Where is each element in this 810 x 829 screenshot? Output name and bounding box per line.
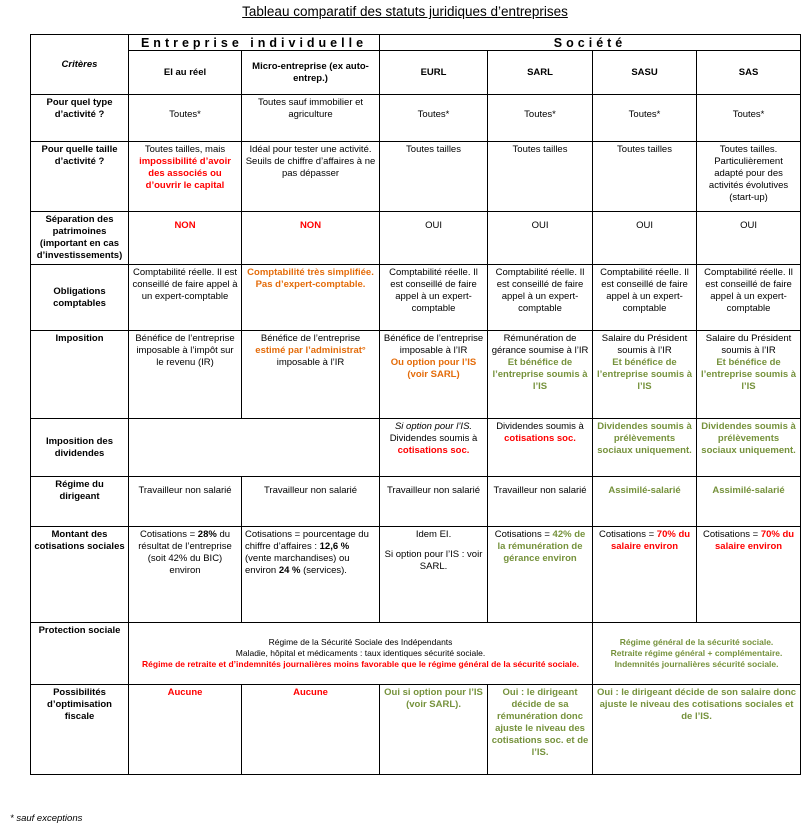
bold-text: 24 %	[278, 565, 301, 576]
cell-text: Cotisations =	[702, 529, 761, 540]
cell-text: Toutes tailles, mais	[144, 144, 226, 155]
cell-sas: Comptabilité réelle. Il est conseillé de faire appel à un expert-comptable	[697, 265, 801, 331]
row-label: Possibilités d’optimisation fiscale	[31, 685, 129, 775]
cell-sas	[697, 212, 801, 265]
cell-sarl: Oui : le dirigeant décide de sa rémunération donc ajuste le niveau des cotisations soc. et de l’IS.	[488, 685, 593, 775]
cell-sasu	[593, 95, 697, 142]
highlight-text: Et bénéfice de l’entreprise soumis à l’IS	[596, 357, 693, 392]
cell-eurl	[380, 212, 488, 265]
cell-text: Assimilé-salarié	[712, 485, 785, 496]
cell-micro	[242, 212, 380, 265]
cell-eurl	[380, 527, 488, 623]
cell-sarl	[488, 527, 593, 623]
cell-text: OUI	[425, 220, 442, 231]
highlight-text: cotisations soc.	[397, 445, 470, 456]
row-separation-patrimoines	[31, 212, 801, 265]
group-header-societe: Société	[380, 35, 801, 51]
cell-text: OUI	[740, 220, 757, 231]
page-title: Tableau comparatif des statuts juridiques d’entreprises	[242, 4, 568, 19]
highlight-text: 42% de la rémunération de gérance environ	[497, 529, 586, 564]
cell-text: (vente marchandises) ou environ	[245, 553, 350, 576]
cell-text: Idem EI.	[415, 529, 452, 540]
cell-text: Régime général de la sécurité sociale.	[619, 637, 774, 647]
cell-eurl	[380, 331, 488, 419]
cell-text: Si option pour l’IS.	[394, 421, 473, 432]
cell-protection-general	[593, 623, 801, 685]
cell-text: Toutes*	[169, 109, 201, 120]
cell-text: Dividendes soumis à	[389, 433, 478, 444]
row-label: Imposition des dividendes	[31, 419, 129, 477]
cell-sas	[697, 331, 801, 419]
highlight-text: impossibilité d’avoir des associés ou d’ouvrir le capital	[139, 156, 231, 191]
cell-text: Salaire du Président soumis à l’IR	[601, 333, 688, 356]
highlight-text: Et bénéfice de l’entreprise soumis à l’IS	[701, 357, 797, 392]
cell-text: Cotisations =	[598, 529, 657, 540]
col-header-sas: SAS	[697, 51, 801, 95]
comparison-table	[30, 34, 801, 775]
cell-sarl: Comptabilité réelle. Il est conseillé de faire appel à un expert-comptable	[488, 265, 593, 331]
row-label: Montant des cotisations sociales	[31, 527, 129, 623]
cell-eurl: Oui si option pour l’IS (voir SARL).	[380, 685, 488, 775]
highlight-text: 70% du salaire environ	[715, 529, 795, 552]
col-header-eurl: EURL	[380, 51, 488, 95]
cell-individuelle-empty	[129, 419, 380, 477]
cell-text: Toutes*	[417, 109, 450, 120]
cell-text: du résultat de l’entreprise (soit 42% du BIC) environ	[138, 529, 232, 576]
row-label: Régime du dirigeant	[31, 477, 129, 527]
row-protection-sociale	[31, 623, 801, 685]
cell-text: Dividendes soumis à	[496, 421, 584, 432]
cell-sarl	[488, 212, 593, 265]
col-header-sarl: SARL	[488, 51, 593, 95]
row-label: Séparation des patrimoines (important en cas d’investissements)	[31, 212, 129, 265]
highlight-text: estimé par l’administrat°	[255, 345, 366, 356]
criteria-header: Critères	[31, 35, 129, 95]
row-imposition	[31, 331, 801, 419]
cell-eurl	[380, 419, 488, 477]
row-regime-dirigeant	[31, 477, 801, 527]
cell-protection-independants	[129, 623, 593, 685]
cell-text: Bénéfice de l’entreprise	[260, 333, 361, 344]
cell-sasu-sas: Oui : le dirigeant décide de son salaire donc ajuste le niveau des cotisations sociales et de l’IS.	[593, 685, 801, 775]
cell-text: Travailleur non salarié	[138, 485, 232, 496]
cell-sasu	[593, 212, 697, 265]
cell-text: NON	[174, 220, 196, 231]
cell-ei	[129, 527, 242, 623]
row-obligations-comptables	[31, 265, 801, 331]
cell-sasu	[593, 527, 697, 623]
highlight-text: Et bénéfice de l’entreprise soumis à l’IS	[492, 357, 588, 392]
cell-sarl	[488, 419, 593, 477]
highlight-text: Régime de retraite et d’indemnités journalières moins favorable que le régime général de la sécurité sociale.	[142, 659, 579, 669]
cell-ei	[129, 95, 242, 142]
header-row-columns	[31, 51, 801, 95]
col-header-micro: Micro-entreprise (ex auto-entrep.)	[242, 51, 380, 95]
cell-sasu	[593, 477, 697, 527]
row-label: Imposition	[31, 331, 129, 419]
col-header-ei: EI au réel	[129, 51, 242, 95]
group-header-individuelle: Entreprise individuelle	[129, 35, 380, 51]
row-label: Protection sociale	[31, 623, 129, 685]
cell-sasu: Toutes tailles	[593, 142, 697, 212]
cell-text: Pas d’expert-comptable.	[255, 279, 366, 290]
cell-text: Travailleur non salarié	[263, 485, 358, 496]
cell-eurl: Toutes tailles	[380, 142, 488, 212]
cell-text: (services).	[300, 565, 347, 576]
cell-sasu: Comptabilité réelle. Il est conseillé de faire appel à un expert-comptable	[593, 265, 697, 331]
highlight-text: Ou option pour l’IS (voir SARL)	[390, 357, 477, 380]
cell-sarl	[488, 95, 593, 142]
cell-text: Assimilé-salarié	[608, 485, 681, 496]
row-montant-cotisations	[31, 527, 801, 623]
col-header-sasu: SASU	[593, 51, 697, 95]
cell-text: Si option pour l’IS : voir SARL.	[384, 549, 483, 572]
cell-eurl: Comptabilité réelle. Il est conseillé de faire appel à un expert-comptable	[380, 265, 488, 331]
cell-text: imposable à l’IR	[276, 357, 345, 368]
row-label: Obligations comptables	[31, 265, 129, 331]
cell-eurl	[380, 95, 488, 142]
row-imposition-dividendes	[31, 419, 801, 477]
cell-text: Salaire du Président soumis à l’IR	[705, 333, 792, 356]
cell-sarl	[488, 477, 593, 527]
cell-sas	[697, 477, 801, 527]
highlight-text: 70% du salaire environ	[610, 529, 691, 552]
cell-sas: Toutes tailles. Particulièrement adapté pour des activités évolutives (start-up)	[697, 142, 801, 212]
cell-micro	[242, 527, 380, 623]
row-label: Pour quel type d’activité ?	[31, 95, 129, 142]
cell-text: OUI	[531, 220, 549, 231]
highlight-text: cotisations soc.	[504, 433, 576, 444]
cell-text: Toutes*	[732, 109, 765, 120]
cell-micro: Aucune	[242, 685, 380, 775]
cell-ei	[129, 477, 242, 527]
cell-text: Cotisations =	[494, 529, 553, 540]
row-label: Pour quelle taille d’activité ?	[31, 142, 129, 212]
cell-sas	[697, 95, 801, 142]
cell-eurl	[380, 477, 488, 527]
cell-ei: Comptabilité réelle. Il est conseillé de faire appel à un expert-comptable	[129, 265, 242, 331]
header-row-groups	[31, 35, 801, 51]
cell-sarl: Toutes tailles	[488, 142, 593, 212]
cell-micro: Idéal pour tester une activité. Seuils de chiffre d’affaires à ne pas dépasser	[242, 142, 380, 212]
cell-ei	[129, 142, 242, 212]
cell-text: Bénéfice de l’entreprise imposable à l’IR	[383, 333, 484, 356]
cell-micro	[242, 477, 380, 527]
row-optimisation-fiscale	[31, 685, 801, 775]
bold-text: 12,6 %	[319, 541, 350, 552]
row-taille-activite	[31, 142, 801, 212]
cell-text: Retraite régime général + complémentaire.	[610, 648, 783, 658]
cell-text: Rémunération de gérance soumise à l’IR	[491, 333, 589, 356]
cell-text: Travailleur non salarié	[386, 485, 481, 496]
cell-text: Cotisations = pourcentage du chiffre d’affaires :	[245, 529, 369, 552]
footnote: * sauf exceptions	[10, 813, 83, 824]
cell-sarl	[488, 331, 593, 419]
bold-text: 28%	[197, 529, 217, 540]
cell-text: Toutes*	[524, 109, 556, 120]
cell-ei	[129, 212, 242, 265]
cell-text: Toutes*	[628, 109, 661, 120]
cell-sas: Dividendes soumis à prélèvements sociaux uniquement.	[697, 419, 801, 477]
cell-text: Maladie, hôpital et médicaments : taux identiques sécurité sociale.	[235, 648, 486, 658]
cell-micro: Toutes sauf immobilier et agriculture	[242, 95, 380, 142]
cell-micro	[242, 331, 380, 419]
cell-ei: Bénéfice de l’entreprise imposable à l’impôt sur le revenu (IR)	[129, 331, 242, 419]
cell-sasu: Dividendes soumis à prélèvements sociaux uniquement.	[593, 419, 697, 477]
cell-text: Cotisations =	[139, 529, 198, 540]
cell-text: Comptabilité très simplifiée.	[247, 267, 374, 278]
cell-text: Travailleur non salarié	[493, 485, 587, 496]
cell-text: NON	[299, 220, 322, 231]
cell-ei: Aucune	[129, 685, 242, 775]
row-type-activite	[31, 95, 801, 142]
cell-text: Régime de la Sécurité Sociale des Indépendants	[268, 637, 453, 647]
cell-text: OUI	[636, 220, 653, 231]
cell-micro	[242, 265, 380, 331]
cell-text: Indemnités journalières sécurité sociale.	[614, 659, 779, 669]
cell-sasu	[593, 331, 697, 419]
cell-sas	[697, 527, 801, 623]
